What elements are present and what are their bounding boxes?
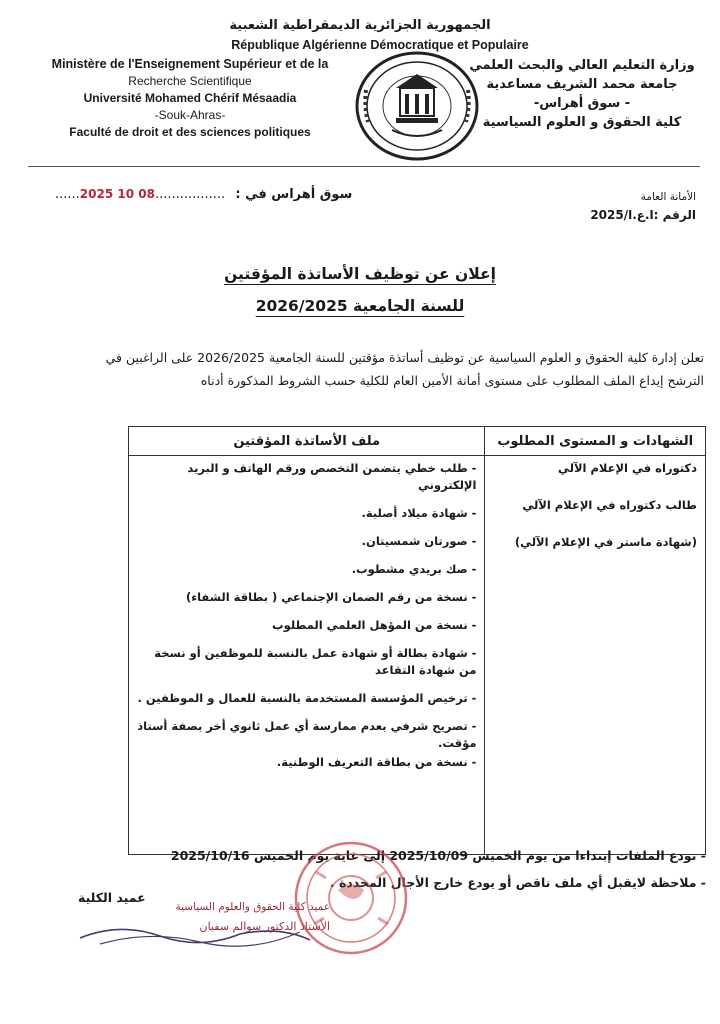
ar-faculty: كلية الحقوق و العلوم السياسية xyxy=(482,115,682,130)
header-arabic-block xyxy=(462,56,702,132)
degrees-cell xyxy=(485,456,706,855)
signature-stamp-text: عميد كلية الحقوق والعلوم السياسية xyxy=(175,901,330,913)
fr-ministry: Ministère de l'Enseignement Supérieur et de la xyxy=(51,57,329,71)
notes-block xyxy=(146,842,706,896)
file-item: - طلب خطي يتضمن التخصص ورقم الهاتف و البريد الإلكتروني xyxy=(187,461,477,492)
title-line-2: للسنة الجامعية 2026/2025 xyxy=(255,297,465,315)
file-item: - شهادة بطالة أو شهادة عمل بالنسبة للموظفين أو نسخة من شهادة التقاعد xyxy=(154,646,477,677)
header-french-block xyxy=(30,56,350,141)
header-divider xyxy=(28,166,700,167)
reference-office: الأمانة العامة xyxy=(640,191,696,203)
file-cell xyxy=(129,456,485,855)
signature-block xyxy=(60,900,330,970)
degree-item: دكتوراه في الإعلام الآلي xyxy=(558,461,697,475)
ar-university: جامعة محمد الشريف مساعدية xyxy=(486,77,678,92)
file-item: - ترخيص المؤسسة المستخدمة بالنسبة للعمال و الموظفين . xyxy=(137,691,477,705)
file-item: - نسخة من بطاقة التعريف الوطنية. xyxy=(276,755,477,769)
note-deadline: - تودع الملفات إبتداءا من يوم الخميس 2025/10/09 إلى غاية يوم الخميس 2025/10/16 xyxy=(170,848,706,863)
file-item: - شهادة ميلاد أصلية. xyxy=(361,506,477,520)
table-header-row xyxy=(129,427,706,456)
fr-city: -Souk-Ahras- xyxy=(154,108,226,122)
degree-item: طالب دكتوراه في الإعلام الآلي xyxy=(522,498,697,512)
fr-ministry-2: Recherche Scientifique xyxy=(128,74,252,88)
header-file: ملف الأساتذة المؤقتين xyxy=(129,427,485,456)
fr-university: Université Mohamed Chérif Mésaadia xyxy=(83,91,297,105)
place-date-label: سوق أهراس في : xyxy=(235,187,353,202)
intro-paragraph: تعلن إدارة كلية الحقوق و العلوم السياسية عن توظيف أساتذة مؤقتين للسنة الجامعية 2026/2025 على الراغبين في الترشح إيداع الملف المطلوب على مستوى أمانة الأمين العام للكلية حسب الشروط المذكورة أدناه xyxy=(105,350,704,388)
file-item: - صك بريدي مشطوب. xyxy=(351,562,477,576)
date-dots-2: ................. xyxy=(154,187,226,202)
signature-scribble-icon xyxy=(60,920,330,950)
degree-item: (شهادة ماستر في الإعلام الآلي) xyxy=(514,535,697,549)
announcement-title xyxy=(160,258,560,322)
reference-block xyxy=(590,188,696,224)
dean-title: عميد الكلية xyxy=(78,890,146,905)
ar-ministry: وزارة التعليم العالي والبحث العلمي xyxy=(469,58,695,73)
header-country-ar: الجمهورية الجزائرية الديمقراطية الشعبية xyxy=(229,18,491,33)
file-item: - نسخة من المؤهل العلمي المطلوب xyxy=(272,618,477,632)
title-line-1: إعلان عن توظيف الأساتذة المؤقتين xyxy=(224,265,496,283)
date-stamp: 2025 10 08 xyxy=(79,187,155,201)
fr-faculty: Faculté de droit et des sciences politiques xyxy=(69,125,311,139)
note-warning: - ملاحظة لايقبل أي ملف ناقص أو يودع خارج الأجال المحددة . xyxy=(329,875,706,890)
reference-number: الرقم :ا.ع.ا/2025 xyxy=(590,208,696,222)
signer-name: الأستاذ الدكتور سوالم سفيان xyxy=(199,920,330,933)
ar-city: - سوق أهراس- xyxy=(533,96,631,111)
date-dots: ...... xyxy=(55,187,80,202)
header-country-fr: République Algérienne Démocratique et Populaire xyxy=(231,38,529,52)
file-item: - صورتان شمسيتان. xyxy=(361,534,477,548)
header-degrees: الشهادات و المستوى المطلوب xyxy=(485,427,706,456)
requirements-table xyxy=(128,426,706,855)
file-item: - نسخة من رقم الضمان الإجتماعي ( بطاقة الشفاء) xyxy=(185,590,477,604)
table-row xyxy=(129,456,706,855)
file-item: - تصريح شرفي بعدم ممارسة أي عمل ثانوي أخر بصفة أستاذ مؤقت. xyxy=(137,719,477,750)
place-date-line xyxy=(55,187,352,202)
